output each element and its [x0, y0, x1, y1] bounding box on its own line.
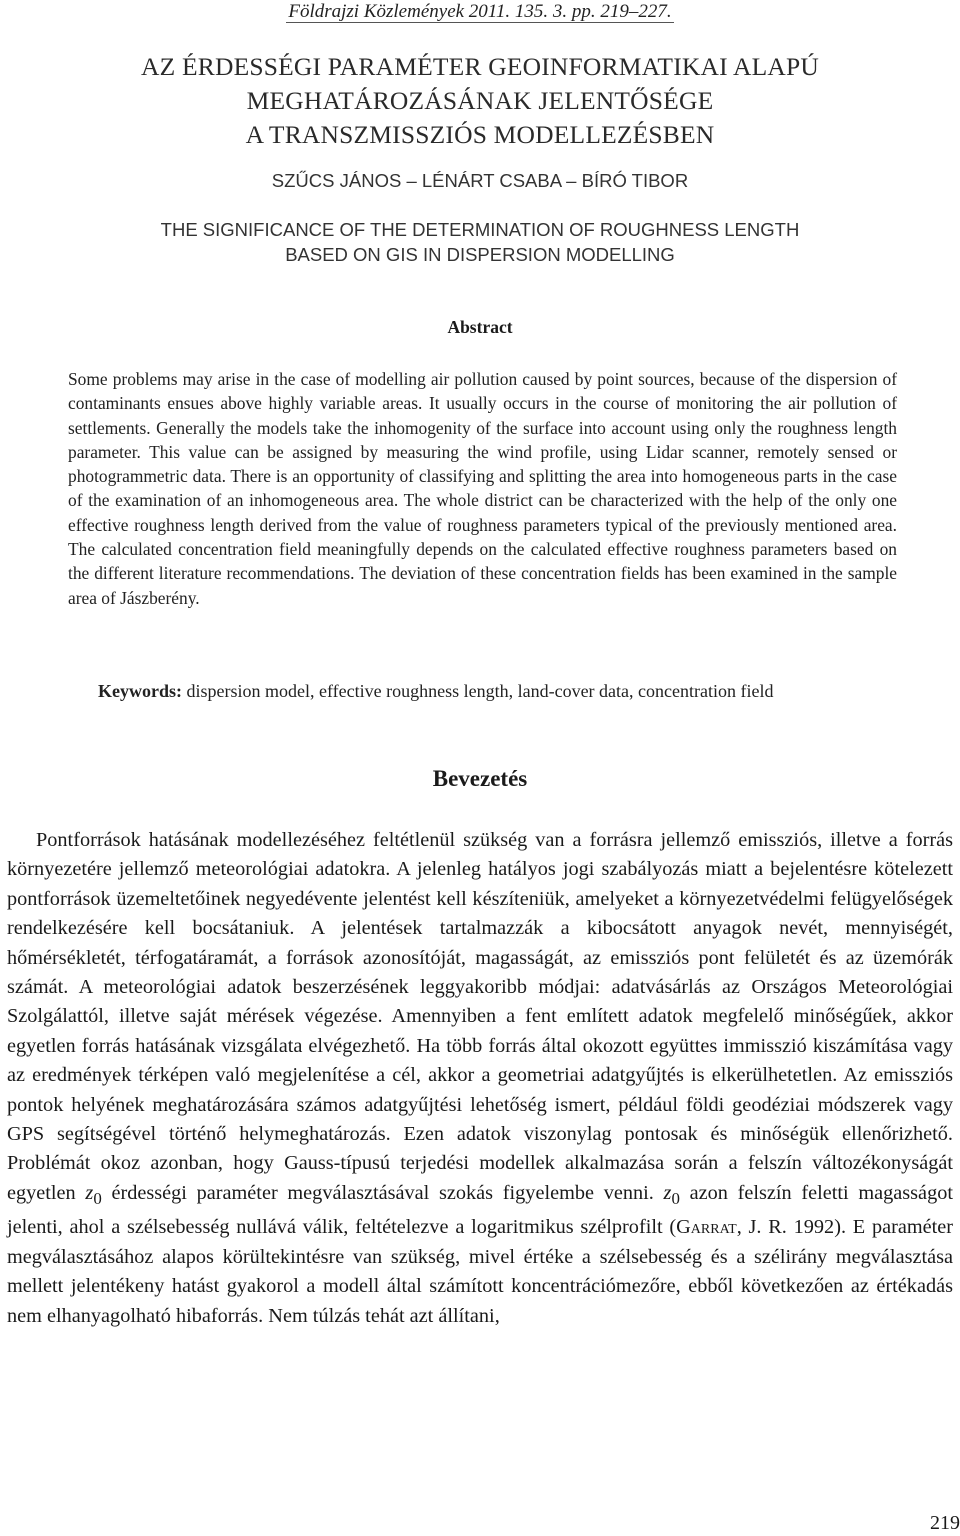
body-paragraph	[7, 826, 953, 1331]
journal-citation	[0, 1, 960, 23]
english-title	[0, 217, 960, 267]
symbol-z: z	[85, 1181, 94, 1204]
symbol-z-subscript-2: 0	[671, 1188, 680, 1208]
keywords-label: Keywords:	[98, 681, 182, 701]
symbol-z-subscript: 0	[93, 1188, 102, 1208]
body-text-part-3: azon felszín feletti magasságot jelenti, ahol a szélsebesség nullává válik, feltételezve a logaritmikus szélprofilt (	[7, 1181, 953, 1239]
hungarian-title-line-2: MEGHATÁROZÁSÁNAK JELENTŐSÉGE	[246, 86, 714, 115]
journal-citation-text: Földrajzi Közlemények 2011. 135. 3. pp. 219–227.	[288, 1, 672, 22]
keywords-line	[98, 681, 918, 702]
hungarian-title-line-1: AZ ÉRDESSÉGI PARAMÉTER GEOINFORMATIKAI ALAPÚ	[141, 52, 819, 81]
section-heading: Bevezetés	[432, 766, 528, 791]
body-text-part-1: Pontforrások hatásának modellezéséhez feltétlenül szükség van a forrásra jellemző emissziós, illetve a forrás környezetére jellemző meteorológiai adatokra. A jelenleg hatályos jogi szabályozás miatt a bejelentésre kötelezett pontforrások üzemeltetőinek negyedévente jelentést kell készíteniük, amelyeket a környezetvédelmi felügyelőségek rendelkezésére kell bocsátaniuk. A jelentések tartalmazzák a kibocsátott anyagok nevét, mennyiségét, hőmérsékletét, térfogatáramát, a források azonosítóját, magasságát, az emissziós pont felületét és az üzemórák számát. A meteorológiai adatok beszerzésének leggyakoribb módjai: adatvásárlás az Országos Meteorológiai Szolgálattól, illetve saját mérések végezése. Amennyiben a fent említett adatok megfelelő minőségűek, akkor egyetlen forrás hatásának vizsgálata elvégezhető. Ha több forrás által okozott együttes immisszió kiszámítása vagy az eredmények térképen való megjelenítése a cél, akkor a geometriai adatgyűjtés is elkerülhetetlen. Az emissziós pontok helyének meghatározására számos adatgyűjtési lehetőség ismert, például földi geodéziai módszerek vagy GPS segítségével történő helymeghatározás. Ezen adatok viszonylag pontosak és minőségük ellenőrizhető. Problémát okoz azonban, hogy Gauss-típusú terjedési modellek alkalmazása során a felszín változékonyságát egyetlen	[7, 829, 953, 1204]
page-number: 219	[930, 1512, 960, 1534]
english-title-line-2: BASED ON GIS IN DISPERSION MODELLING	[285, 244, 675, 265]
citation-author: Garrat	[676, 1216, 737, 1239]
symbol-z-2: z	[663, 1181, 672, 1204]
hungarian-title-line-3: A TRANSZMISSZIÓS MODELLEZÉSBEN	[245, 120, 715, 149]
keywords-text: dispersion model, effective roughness length, land-cover data, concentration field	[186, 681, 774, 701]
author-list: SZŰCS JÁNOS – LÉNÁRT CSABA – BÍRÓ TIBOR	[271, 170, 689, 191]
abstract-text: Some problems may arise in the case of modelling air pollution caused by point sources, because of the dispersion of contaminants ensues above highly variable areas. It usually occurs in the course of monitoring the air pollution of settlements. Generally the models take the inhomogenity of the surface into account using only the roughness length parameter. This value can be assigned by measuring the wind profile, using Lidar scanner, remotely sensed or photogrammetric data. There is an opportunity of classifying and splitting the area into homogeneous parts in the case of the examination of an inhomogeneous area. The whole district can be characterized with the help of the only one effective roughness length derived from the value of roughness parameters typical of the previously mentioned area. The calculated concentration field meaningfully depends on the calculated effective roughness parameters based on the different literature recommendations. The deviation of these concentration fields has been examined in the sample area of Jászberény.	[68, 369, 897, 608]
english-title-line-1: THE SIGNIFICANCE OF THE DETERMINATION OF ROUGHNESS LENGTH	[160, 219, 800, 240]
body-text-part-4: , J. R. 1992). E paraméter megválasztásához alapos körültekintésre van szükség, mivel értéke a szélsebesség és a szélirány megválasztása mellett jelentékeny hatást gyakorol a modell által számított koncentrációmezőre, ebből következően az értékadás nem elhanyagolható hibaforrás. Nem túlzás tehát azt állítani,	[7, 1216, 954, 1327]
body-text-part-2: érdességi paraméter megválasztásával szokás figyelembe venni.	[111, 1181, 654, 1204]
abstract-heading: Abstract	[447, 317, 513, 337]
hungarian-title	[0, 50, 960, 152]
